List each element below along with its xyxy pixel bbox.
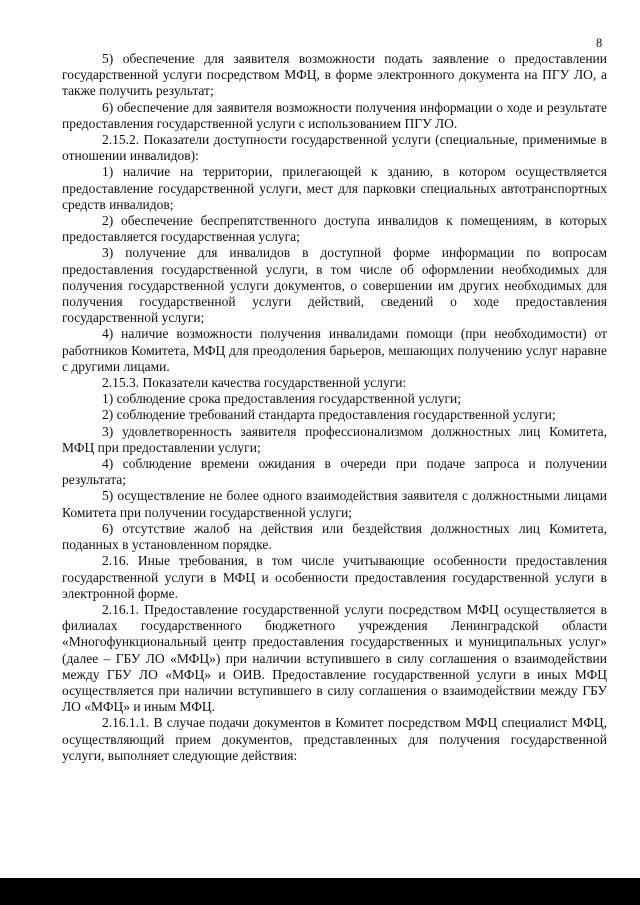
paragraph: 1) наличие на территории, прилегающей к зданию, в котором осуществляется предоставление государственной услуги, мест для парковки специальных автотранспортных средств инвалидов; bbox=[62, 164, 607, 212]
document-body bbox=[62, 51, 607, 764]
paragraph: 2.16.1. Предоставление государственной услуги посредством МФЦ осуществляется в филиалах государственного бюджетного учреждения Ленинградской области «Многофункциональный центр предоставления государственных и муниципальных услуг» (далее – ГБУ ЛО «МФЦ») при наличии вступившего в силу соглашения о взаимодействии между ГБУ ЛО «МФЦ» и ОИВ. Предоставление государственной услуги в иных МФЦ осуществляется при наличии вступившего в силу соглашения о взаимодействии между ГБУ ЛО «МФЦ» и иным МФЦ. bbox=[62, 601, 607, 715]
paragraph: 4) соблюдение времени ожидания в очереди при подаче запроса и получении результата; bbox=[62, 456, 607, 488]
paragraph: 3) удовлетворенность заявителя профессионализмом должностных лиц Комитета, МФЦ при предоставлении услуги; bbox=[62, 423, 607, 455]
paragraph: 3) получение для инвалидов в доступной форме информации по вопросам предоставления государственной услуги, в том числе об оформлении необходимых для получения государственной услуги документов, о совершении им других необходимых для получения государственной услуги действий, сведений о ходе предоставления государственной услуги; bbox=[62, 245, 607, 326]
paragraph: 2.15.2. Показатели доступности государственной услуги (специальные, применимые в отношении инвалидов): bbox=[62, 132, 607, 164]
paragraph: 2.15.3. Показатели качества государственной услуги: bbox=[102, 375, 407, 391]
page-number: 8 bbox=[596, 36, 603, 50]
paragraph: 2.16. Иные требования, в том числе учитывающие особенности предоставления государственной услуги в МФЦ и особенности предоставления государственной услуги в электронной форме. bbox=[62, 553, 607, 601]
paragraph: 1) соблюдение срока предоставления государственной услуги; bbox=[102, 391, 462, 407]
paragraph: 5) обеспечение для заявителя возможности подать заявление о предоставлении государственной услуги посредством МФЦ, в форме электронного документа на ПГУ ЛО, а также получить результат; bbox=[62, 51, 607, 99]
paragraph: 2) обеспечение беспрепятственного доступа инвалидов к помещениям, в которых предоставляется государственная услуга; bbox=[62, 213, 607, 245]
paragraph: 2) соблюдение требований стандарта предоставления государственной услуги; bbox=[102, 407, 556, 423]
paragraph: 6) обеспечение для заявителя возможности получения информации о ходе и результате предоставления государственной услуги с использованием ПГУ ЛО. bbox=[62, 99, 607, 131]
scan-bottom-border bbox=[0, 878, 640, 905]
paragraph: 2.16.1.1. В случае подачи документов в Комитет посредством МФЦ специалист МФЦ, осуществляющий прием документов, представленных для получения государственной услуги, выполняет следующие действия: bbox=[62, 715, 607, 763]
paragraph: 5) осуществление не более одного взаимодействия заявителя с должностными лицами Комитета при получении государственной услуги; bbox=[62, 488, 607, 520]
paragraph: 4) наличие возможности получения инвалидами помощи (при необходимости) от работников Комитета, МФЦ для преодоления барьеров, мешающих получению услуг наравне с другими лицами. bbox=[62, 326, 607, 374]
paragraph: 6) отсутствие жалоб на действия или бездействия должностных лиц Комитета, поданных в установленном порядке. bbox=[62, 520, 607, 553]
